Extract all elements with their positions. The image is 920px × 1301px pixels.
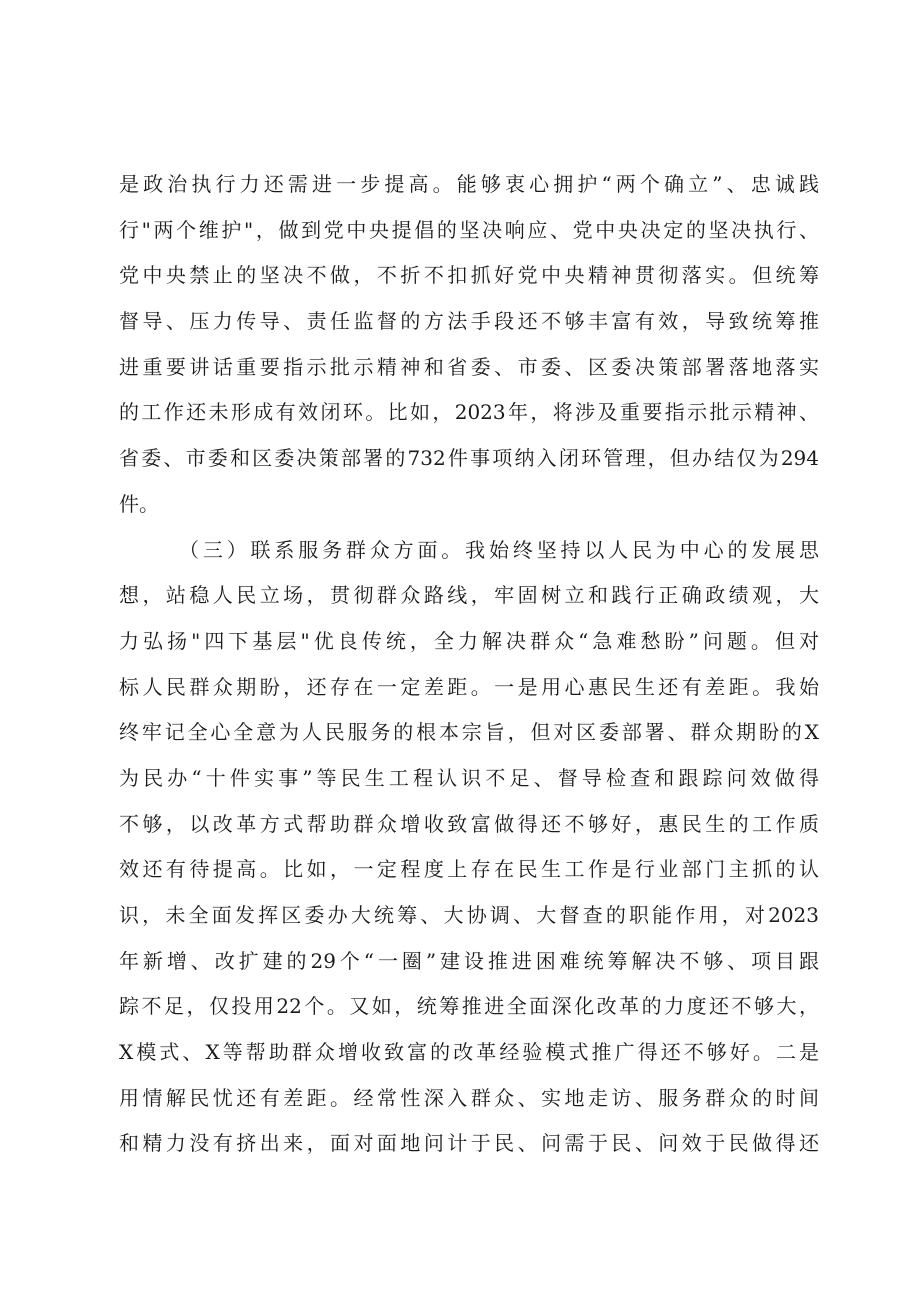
text-line: 件。 xyxy=(119,491,159,516)
text-line: 终牢记全心全意为人民服务的根本宗旨，但对区委部署、群众期盼的X xyxy=(119,720,819,745)
text-line: 踪不足，仅投用22个。又如，统筹推进全面深化改革的力度还不够大， xyxy=(119,994,819,1019)
text-line: 年新增、改扩建的29个“一圈”建设推进困难统筹解决不够、项目跟 xyxy=(119,948,819,973)
text-line: 力弘扬"四下基层"优良传统，全力解决群众“急难愁盼”问题。但对 xyxy=(119,628,819,653)
text-line: 效还有待提高。比如，一定程度上存在民生工作是行业部门主抓的认 xyxy=(119,857,819,882)
text-line: 党中央禁止的坚决不做，不折不扣抓好党中央精神贯彻落实。但统筹 xyxy=(119,263,819,288)
paragraph-1 xyxy=(119,162,819,528)
text-line: 标人民群众期盼，还存在一定差距。一是用心惠民生还有差距。我始 xyxy=(119,674,819,699)
text-line: 识，未全面发挥区委办大统筹、大协调、大督查的职能作用，对2023 xyxy=(119,903,819,927)
paragraph-2 xyxy=(119,528,819,1168)
text-line: 督导、压力传导、责任监督的方法手段还不够丰富有效，导致统筹推 xyxy=(119,309,819,334)
text-line: 是政治执行力还需进一步提高。能够衷心拥护“两个确立”、忠诚践 xyxy=(119,172,819,196)
text-line: 进重要讲话重要指示批示精神和省委、市委、区委决策部署落地落实 xyxy=(119,354,819,379)
text-line: 为民办“十件实事”等民生工程认识不足、督导检查和跟踪问效做得 xyxy=(119,765,819,790)
text-line: 想，站稳人民立场，贯彻群众路线，牢固树立和践行正确政绩观，大 xyxy=(119,583,819,608)
text-line: 和精力没有挤出来，面对面地问计于民、问需于民、问效于民做得还 xyxy=(119,1131,819,1156)
text-line: X模式、X等帮助群众增收致富的改革经验模式推广得还不够好。二是 xyxy=(119,1040,819,1065)
text-line: （三）联系服务群众方面。我始终坚持以人民为中心的发展思 xyxy=(179,537,819,562)
text-line: 行"两个维护"，做到党中央提倡的坚决响应、党中央决定的坚决执行、 xyxy=(119,217,819,242)
text-line: 用情解民忧还有差距。经常性深入群众、实地走访、服务群众的时间 xyxy=(119,1085,819,1110)
document-body xyxy=(119,162,819,1167)
text-line: 省委、市委和区委决策部署的732件事项纳入闭环管理，但办结仅为294 xyxy=(119,446,819,471)
text-line: 的工作还未形成有效闭环。比如，2023年，将涉及重要指示批示精神、 xyxy=(119,400,819,425)
text-line: 不够，以改革方式帮助群众增收致富做得还不够好，惠民生的工作质 xyxy=(119,811,819,836)
